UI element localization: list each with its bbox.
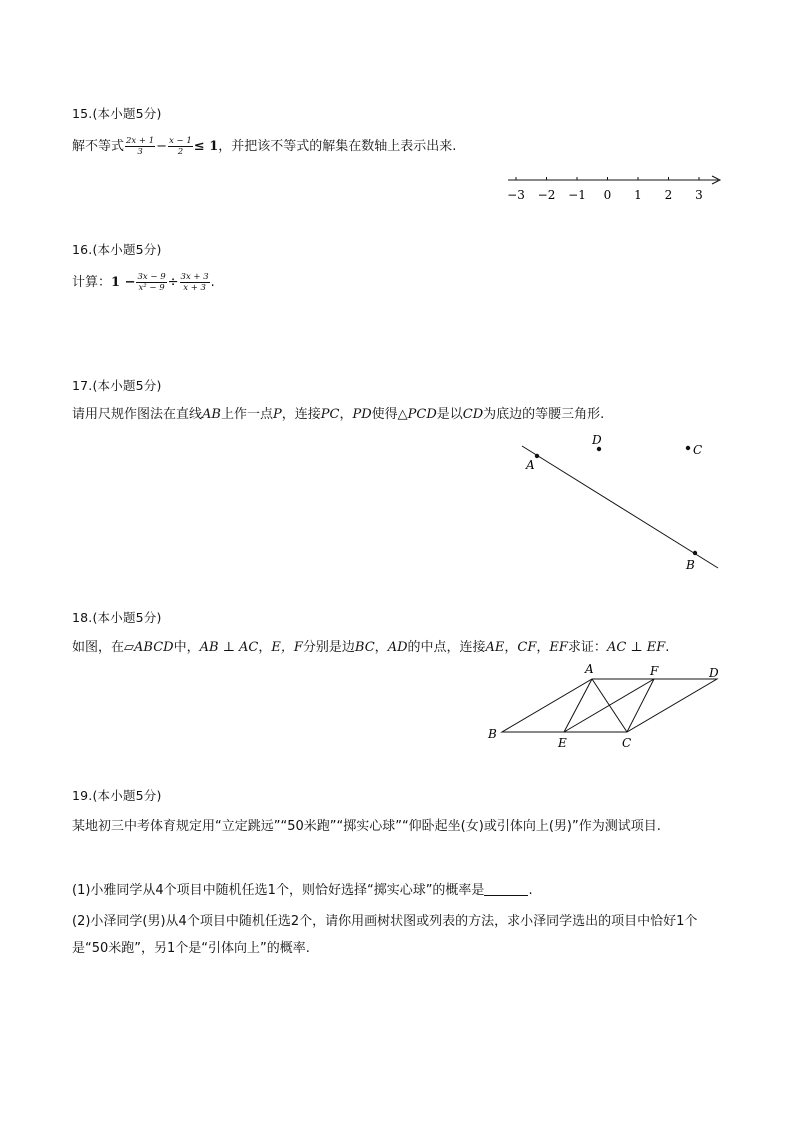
q18-perp-1: AB ⊥ AC [199, 640, 259, 655]
q18-figure [482, 658, 727, 758]
q17-text-7: 为底边的等腰三角形. [483, 407, 605, 422]
q17-point-p: P [272, 407, 282, 422]
q15-f2-denominator: 2 [177, 147, 184, 157]
q15-minus: − [156, 139, 168, 154]
q15-f2-numerator: x − 1 [169, 136, 192, 146]
q17-seg-pc: PC [320, 407, 340, 422]
q16-end: . [210, 275, 215, 290]
q19-part-1 [72, 877, 724, 904]
q17-label-d: D [592, 433, 602, 447]
q17-text-3: ，连接 [281, 407, 321, 422]
q16-f2-numerator: 3x + 3 [180, 272, 209, 282]
q18-text-6: 的中点，连接 [407, 640, 486, 655]
q17-dot-d [597, 447, 601, 451]
q16-f1-numerator: 3x − 9 [137, 272, 166, 282]
q18-label-f: F [650, 664, 659, 678]
q18-text-5: ， [374, 640, 388, 655]
q18-seg-ad: AD [387, 640, 408, 655]
q18-text-8: ， [536, 640, 550, 655]
q18-label-c: C [622, 736, 632, 750]
q17-label-c: C [693, 443, 703, 457]
q16-fraction-1 [136, 272, 166, 293]
q19-part-1-end: . [528, 883, 533, 898]
q18-parallelogram: ▱ABCD [124, 640, 174, 655]
q15-statement [72, 136, 456, 158]
q17-text-4: ， [339, 407, 353, 422]
q17-statement [72, 404, 604, 426]
q19-part-2: (2)小泽同学(男)从4个项目中随机任选2个，请你用画树状图或列表的方法，求小泽同学选出的项目中恰好1个是“50米跑”，另1个是“引体向上”的概率. [72, 914, 698, 956]
q17-seg-cd: CD [462, 407, 484, 422]
q15-axis-tick-label: −3 [507, 188, 525, 202]
q15-axis-tick-label: 3 [695, 188, 703, 202]
q16-heading: 16.(本小题5分) [72, 242, 162, 257]
q17-triangle: △PCD [397, 407, 437, 422]
q15-axis-tick-label: −1 [568, 188, 586, 202]
q17-line-ab: AB [202, 407, 221, 422]
q17-text-5: 使得 [371, 407, 398, 422]
q18-text-3: ， [258, 640, 272, 655]
q15-suffix: ，并把该不等式的解集在数轴上表示出来. [218, 139, 457, 154]
q15-fraction-2 [168, 136, 193, 157]
q17-label-b: B [686, 558, 695, 572]
q15-fraction-1 [125, 136, 155, 157]
q19-heading: 19.(本小题5分) [72, 788, 162, 803]
q18-label-e: E [558, 736, 567, 750]
q15-f1-denominator: 3 [137, 147, 143, 157]
q18-seg-cf: CF [517, 640, 537, 655]
q16-f1-denominator: x² − 9 [138, 283, 165, 293]
q18-heading: 18.(本小题5分) [72, 610, 162, 625]
q16-prefix: 计算： [72, 275, 112, 290]
q18-text-10: . [665, 640, 670, 655]
q16-fraction-2 [180, 272, 210, 293]
q18-label-b: B [488, 727, 497, 741]
q18-text-9: 求证： [567, 640, 607, 655]
q18-seg-bc: BC [354, 640, 375, 655]
q18-seg-ef: EF [549, 640, 568, 655]
q15-f1-numerator: 2x + 1 [126, 136, 155, 146]
q18-text-2: 中， [173, 640, 200, 655]
q18-seg-ae: AE [485, 640, 505, 655]
q17-heading: 17.(本小题5分) [72, 378, 162, 393]
q17-figure [500, 428, 730, 578]
q19-answer-blank [484, 881, 528, 896]
q17-text-6: 是以 [436, 407, 463, 422]
q18-statement [72, 637, 669, 659]
q18-label-d: D [709, 666, 719, 680]
q15-relation: ≤ 1 [193, 139, 219, 154]
q15-axis-tick-label: 1 [634, 188, 642, 202]
q18-text-7: ， [504, 640, 518, 655]
q15-axis-tick-label: 0 [603, 188, 612, 202]
q15-axis-tick-label: −2 [537, 188, 556, 202]
q17-line-ab-drawn [522, 446, 718, 568]
q16-divide: ÷ [167, 275, 179, 290]
q18-text-4: 分别是边 [302, 640, 355, 655]
q17-seg-pd: PD [352, 407, 372, 422]
q16-f2-denominator: x + 3 [183, 283, 206, 293]
q17-dot-b [693, 551, 697, 555]
q16-statement [72, 272, 215, 294]
q17-dot-a [535, 454, 539, 458]
q18-perp-2: AC ⊥ EF [606, 640, 666, 655]
q15-prefix: 解不等式 [72, 139, 125, 154]
q15-number-line [500, 168, 730, 208]
q15-axis-tick-label: 2 [664, 188, 673, 202]
q18-text-1: 如图，在 [72, 640, 125, 655]
q17-dot-c [686, 446, 690, 450]
q19-paragraph-1: 某地初三中考体育规定用“立定跳远”“50米跑”“掷实心球”“仰卧起坐(女)或引体向上(男)”作为测试项目. [72, 819, 661, 834]
q17-text-1: 请用尺规作图法在直线 [72, 407, 203, 422]
q17-label-a: A [526, 458, 535, 472]
q17-text-2: 上作一点 [220, 407, 273, 422]
q18-label-a: A [585, 662, 594, 676]
q18-points-ef: E，F [271, 640, 303, 655]
q16-one-minus: 1 − [111, 275, 136, 290]
q15-heading: 15.(本小题5分) [72, 106, 162, 121]
q19-part-1-text: (1)小雅同学从4个项目中随机任选1个，则恰好选择“掷实心球”的概率是 [72, 883, 485, 898]
